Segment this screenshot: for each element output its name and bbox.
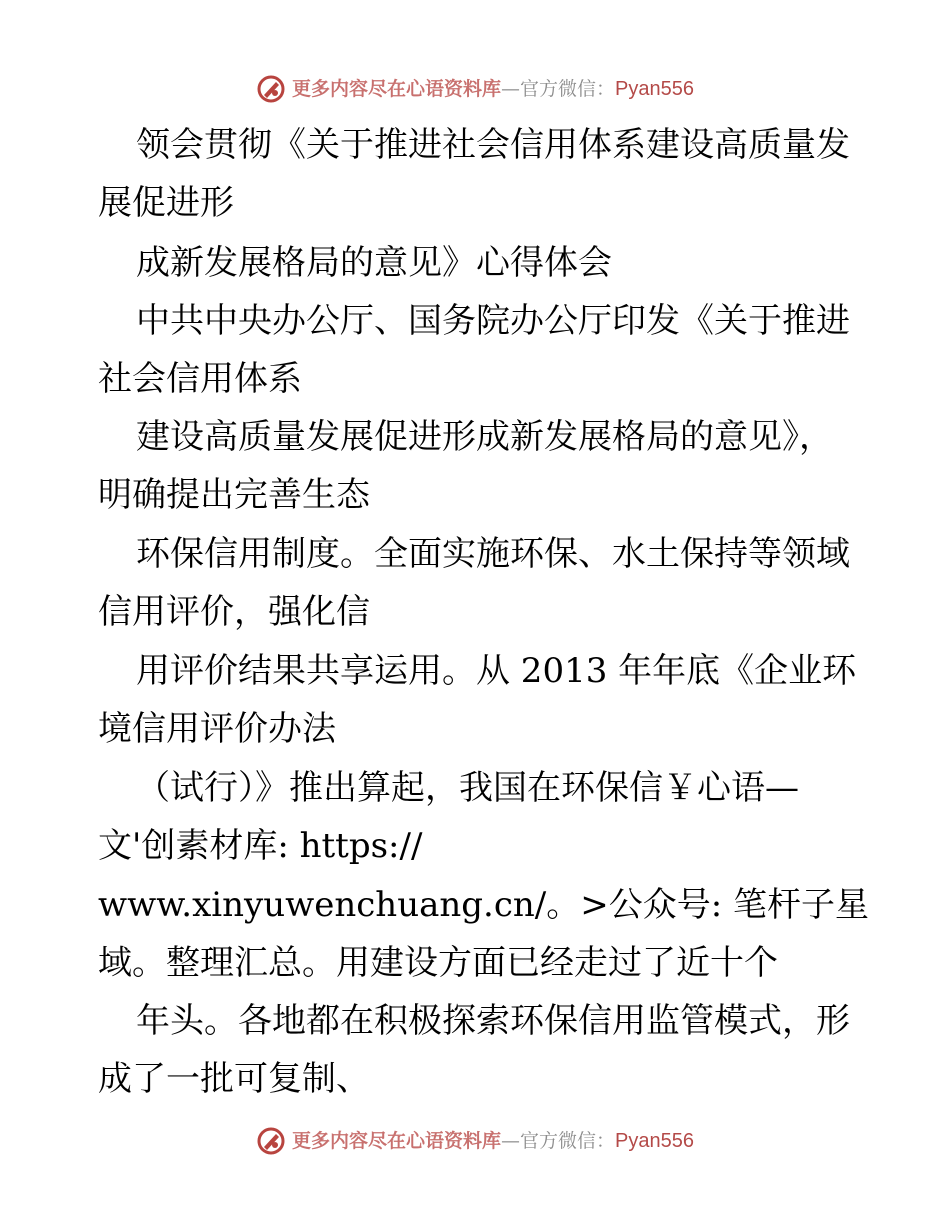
text-line: 社会信用体系 xyxy=(98,359,302,399)
footer-watermark xyxy=(0,1126,950,1156)
watermark-sub-text: 官方微信： xyxy=(520,1130,616,1152)
watermark-main-text: 更多内容尽在心语资料库 xyxy=(292,1130,502,1152)
watermark-account-id: Pyan556 xyxy=(615,78,694,100)
text-line: 成新发展格局的意见》心得体会 xyxy=(136,243,612,283)
header-watermark xyxy=(0,74,950,104)
text-line: 中共中央办公厅、国务院办公厅印发《关于推进 xyxy=(136,301,850,341)
text-line: 环保信用制度。全面实施环保、水土保持等领域 xyxy=(136,534,850,574)
watermark-sub-text: 官方微信： xyxy=(520,78,616,100)
watermark-dash: — xyxy=(501,1130,521,1152)
watermark-main-text: 更多内容尽在心语资料库 xyxy=(292,78,502,100)
text-line: 年头。各地都在积极探索环保信用监管模式，形 xyxy=(136,1001,850,1041)
brand-logo-icon xyxy=(256,1126,286,1156)
text-line: 建设高质量发展促进形成新发展格局的意见》， xyxy=(136,417,833,457)
text-line: 领会贯彻《关于推进社会信用体系建设高质量发 xyxy=(136,125,850,165)
text-line: 展促进形 xyxy=(98,183,234,223)
text-line: （试行）》推出算起，我国在环保信￥心语— xyxy=(136,768,799,808)
brand-logo-icon xyxy=(256,74,286,104)
watermark-dash: — xyxy=(501,78,521,100)
watermark-account-id: Pyan556 xyxy=(615,1130,694,1152)
text-line: 信用评价，强化信 xyxy=(98,592,370,632)
text-line: 用评价结果共享运用。从 2013 年年底《企业环 xyxy=(136,651,857,691)
text-line: 域。整理汇总。用建设方面已经走过了近十个 xyxy=(98,943,778,983)
text-line: 成了一批可复制、 xyxy=(98,1059,370,1099)
text-line: 文'创素材库: https:// xyxy=(98,826,423,866)
text-line: www.xinyuwenchuang.cn/。>公众号: 笔杆子星 xyxy=(98,885,869,925)
text-line: 境信用评价办法 xyxy=(98,709,336,749)
text-line: 明确提出完善生态 xyxy=(98,475,370,515)
